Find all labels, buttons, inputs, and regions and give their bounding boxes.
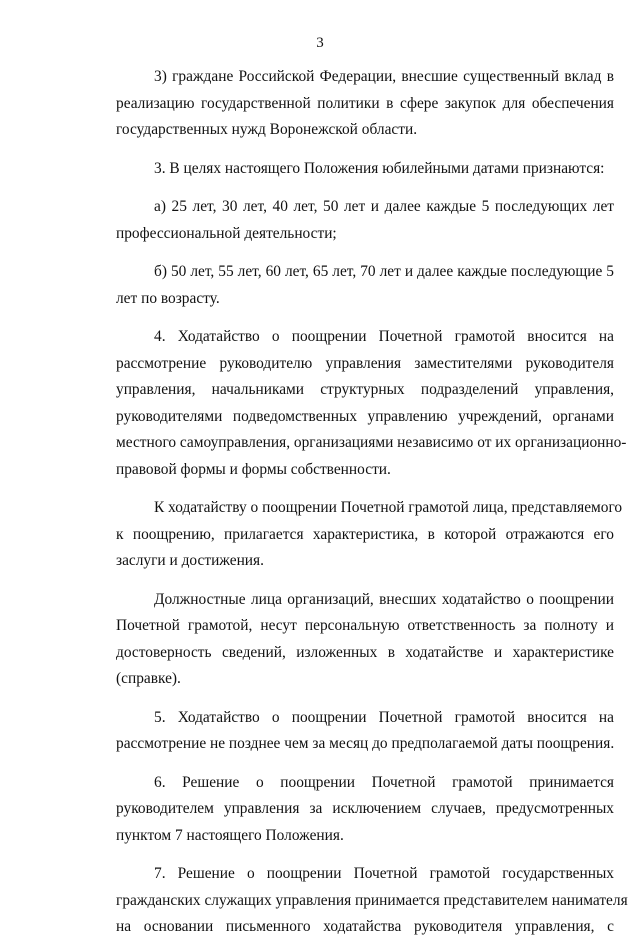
paragraph-item-b xyxy=(116,259,614,312)
text-line: 3. В целях настоящего Положения юбилейными датами признаются: xyxy=(154,159,605,177)
text-line: достоверность сведений, изложенных в ходатайстве и характеристике xyxy=(116,643,614,661)
text-line: Почетной грамотой, несут персональную ответственность за полноту и xyxy=(116,617,614,634)
paragraph-section-4 xyxy=(116,324,627,483)
text-line: государственных нужд Воронежской области. xyxy=(116,121,418,138)
text-line: на основании письменного ходатайства руководителя управления, с xyxy=(116,918,614,935)
text-line: К ходатайству о поощрении Почетной грамотой лица, представляемого xyxy=(154,499,623,516)
paragraph-section-6 xyxy=(116,770,614,850)
text-line: лет по возрасту. xyxy=(116,289,220,307)
paragraph-item-a xyxy=(116,194,614,247)
text-line: 7. Решение о поощрении Почетной грамотой государственных xyxy=(154,865,614,882)
text-line: местного самоуправления, организациями независимо от их организационно- xyxy=(116,434,627,451)
text-line: заслуги и достижения. xyxy=(116,552,264,569)
text-line: правовой формы и формы собственности. xyxy=(116,460,391,478)
text-line: рассмотрение руководителю управления заместителями руководителя xyxy=(116,354,614,372)
text-line: к поощрению, прилагается характеристика, в которой отражаются его xyxy=(116,525,614,543)
text-line: Должностные лица организаций, внесших ходатайство о поощрении xyxy=(154,590,614,608)
text-line: 6. Решение о поощрении Почетной грамотой принимается xyxy=(154,773,614,791)
paragraph-item-3-citizens xyxy=(116,64,614,144)
text-line: управления, начальниками структурных подразделений управления, xyxy=(116,381,614,398)
paragraph-section-5 xyxy=(116,705,614,758)
document-body xyxy=(116,64,628,941)
paragraph-responsibility xyxy=(116,587,614,693)
text-line: рассмотрение не позднее чем за месяц до предполагаемой даты поощрения. xyxy=(116,735,615,752)
paragraph-section-3 xyxy=(116,156,614,183)
text-line: 4. Ходатайство о поощрении Почетной грамотой вносится на xyxy=(154,328,614,345)
text-line: 5. Ходатайство о поощрении Почетной грамотой вносится на xyxy=(154,708,614,726)
text-line: профессиональной деятельности; xyxy=(116,224,337,242)
text-line: реализацию государственной политики в сфере закупок для обеспечения xyxy=(116,94,614,112)
text-line: гражданских служащих управления принимается представителем нанимателя xyxy=(116,891,628,909)
text-line: пунктом 7 настоящего Положения. xyxy=(116,826,344,844)
paragraph-characteristic xyxy=(116,495,623,575)
text-line: а) 25 лет, 30 лет, 40 лет, 50 лет и далее каждые 5 последующих лет xyxy=(154,198,614,215)
page-number: 3 xyxy=(316,35,324,51)
paragraph-section-7 xyxy=(116,861,628,941)
text-line: руководителями подведомственных управлению учреждений, органами xyxy=(116,407,614,425)
text-line: 3) граждане Российской Федерации, внесшие существенный вклад в xyxy=(154,68,614,85)
text-line: руководителем управления за исключением случаев, предусмотренных xyxy=(116,800,614,817)
text-line: (справке). xyxy=(116,670,181,687)
text-line: б) 50 лет, 55 лет, 60 лет, 65 лет, 70 лет и далее каждые последующие 5 xyxy=(154,263,614,280)
